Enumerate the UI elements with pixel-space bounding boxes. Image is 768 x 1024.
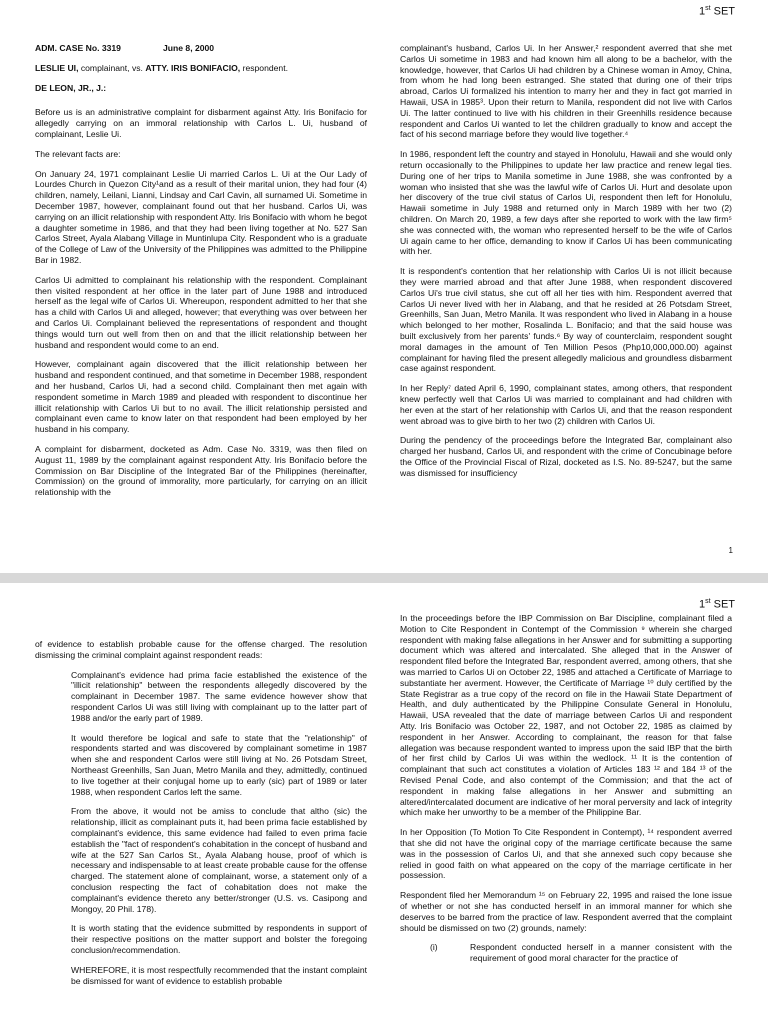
paragraph: Before us is an administrative complaint for disbarment against Atty. Iris Bonifacio for allegedly carrying on an immoral relationship with Carlos L. Ui, husband of complainant, Leslie Ui.: [35, 107, 367, 139]
paragraph: In 1986, respondent left the country and stayed in Honolulu, Hawaii and she would only return occasionally to the Philippines to update her law practice and renew legal ties. During one of her trips to Manila sometime in June 1988, she was confronted by a woman who insisted that she was the lawful wife of Carlos Ui. Hurt and desolate upon her discovery of the true civil status of Carlos Ui, respondent then left for Honolulu, Hawaii sometime in July 1988 and returned only in March 1989 with her two (2) children. On March 20, 1989, a few days after she reported to work with the law firm⁵ she was connected with, the woman who represented herself to be the wife of Carlos Ui again came to her office, demanding to know if Carlos Ui has been communicating with her.: [400, 149, 732, 257]
ponente: DE LEON, JR., J.:: [35, 82, 107, 93]
left-column: [35, 639, 367, 995]
set-label: 1st SET: [698, 5, 735, 18]
paragraph: A complaint for disbarment, docketed as Adm. Case No. 3319, was then filed on August 11, 1989 by the complainant against respondent Atty. Iris Bonifacio before the Commission on Bar Discipline of the Integrated Bar of the Philippines (hereinafter, Commission) on the ground of immorality, more particularly, for carrying on an illicit relationship with the: [35, 443, 367, 498]
case-number: ADM. CASE No. 3319: [35, 43, 121, 53]
respondent-label: respondent.: [242, 62, 288, 73]
right-column: [400, 43, 732, 487]
decision-date: June 8, 2000: [162, 43, 215, 53]
paragraph: In the proceedings before the IBP Commission on Bar Discipline, complainant filed a Motion to Cite Respondent in Contempt of the Commission ⁹ wherein she charged respondent with making false allegations in her Answer and for submitting a supporting document which was altered and intercalated. She alleged that in the Answer of respondent filed before the Integrated Bar, respondent averred, among others, that she was married to Carlos Ui on October 22, 1985 and attached a Certificate of Marriage to substantiate her averment. However, the Certificate of Marriage ¹⁰ duly certified by the State Registrar as a true copy of the record on file in the Hawaii State Department of Health, and duly authenticated by the Philippine Consulate General in Honolulu, Hawaii, USA revealed that the date of marriage between Carlos Ui and respondent Atty. Iris Bonifacio was October 22, 1987, and not October 22, 1985 as claimed by respondent in her Answer. According to complainant, the reason for that false allegation was because respondent wanted to impress upon the said IBP that the birth of her first child by Carlos Ui was within the wedlock. ¹¹ It is the contention of complainant that such act constitutes a violation of Articles 183 ¹² and 184 ¹³ of the Revised Penal Code, and also contempt of the Commission; and that the act of respondent in making false allegations in her Answer and submitting an altered/intercalated document are indicative of her moral perversity and lack of integrity which make her unworthy to be a member of the Philippine Bar.: [400, 613, 732, 818]
paragraph: In her Opposition (To Motion To Cite Respondent in Contempt), ¹⁴ respondent averred that she did not have the original copy of the marriage certificate because the same was in the possession of Carlos Ui, and that she annexed such copy because she relied in good faith on what appeared on the copy of the marriage certificate in her possession.: [400, 827, 732, 881]
paragraph: Carlos Ui admitted to complainant his relationship with the respondent. Complainant then visited respondent at her office in the later part of June 1988 and introduced herself as the legal wife of Carlos Ui. Whereupon, respondent admitted to her that she has a child with Carlos Ui and alleged, however; that everything was over between her and Carlos Ui. Complainant believed the representations of respondent and thought things would turn out well from then on and that the illicit relationship between her husband and respondent would come to an end.: [35, 274, 367, 350]
item-text: Respondent conducted herself in a manner consistent with the requirement of good moral character for the practice of: [470, 942, 732, 964]
paragraph: In her Reply⁷ dated April 6, 1990, complainant states, among others, that respondent knew perfectly well that Carlos Ui was married to complainant and had children with her even at the start of her relationship with Carlos Ui, and that the reason respondent went abroad was to give birth to her two (2) children with Carlos Ui.: [400, 383, 732, 426]
quoted-paragraph: It would therefore be logical and safe to state that the "relationship" of respondents started and was discovered by complainant sometime in 1987 when she and respondent Carlos were still living at No. 26 Potsdam Street, Northeast Greenhills, San Juan, Metro Manila and they, admittedly, continued to live together at their conjugal home up to early (sic) part of 1989 or later 1988, when respondent Carlos left the same.: [71, 732, 367, 797]
paragraph: However, complainant again discovered that the illicit relationship between her husband and respondent continued, and that sometime in December 1988, respondent and her husband, Carlos Ui, had a second child. Complainant then met again with respondent sometime in March 1989 and pleaded with respondent to discontinue her illicit relationship with Carlos Ui but to no avail. The illicit relationship persisted and complainant even came to know later on that respondent had been employed by her husband in his company.: [35, 359, 367, 435]
right-column: [400, 613, 732, 964]
paragraph: It is respondent's contention that her relationship with Carlos Ui is not illicit because they were married abroad and that after June 1988, when respondent discovered Carlos Ui's true civil status, she cut off all her ties with him. Respondent averred that Carlos Ui never lived with her in Alabang, and that he resided at 26 Potsdam Street, Greenhills, San Juan, Metro Manila. It was respondent who lived in Alabang in a house which belonged to her mother, Rosalinda L. Bonifacio; and that the said house was built exclusively from her parents' funds.⁶ By way of counterclaim, respondent sought moral damages in the amount of Ten Million Pesos (Php10,000,000.00) against complainant for having filed the present allegedly malicious and groundless disbarment case against respondent.: [400, 266, 732, 374]
paragraph: During the pendency of the proceedings before the Integrated Bar, complainant also charged her husband, Carlos Ui, and respondent with the crime of Concubinage before the Office of the Provincial Fiscal of Rizal, docketed as I.S. No. 89-5247, but the same was dismissed for insufficiency: [400, 435, 732, 478]
item-label: (i): [430, 942, 438, 953]
paragraph: Respondent filed her Memorandum ¹⁵ on February 22, 1995 and raised the lone issue of whether or not she has conducted herself in an immoral manner for which she deserves to be barred from the practice of law. Respondent averred that the complaint should be dismissed on two (2) grounds, namely:: [400, 890, 732, 933]
left-column: [35, 43, 367, 507]
enumerated-item: [400, 942, 732, 964]
case-header: [35, 43, 367, 54]
quoted-paragraph: From the above, it would not be amiss to conclude that altho (sic) the relationship, illicit as complainant puts it, had been prima facie established by complainant's evidence, this same evidence had failed to even prima facie establish the "fact of respondent's cohabitation in the concept of husband and wife at the 527 San Carlos St., Ayala Alabang house, proof of which is necessary and indispensable to at least create probable cause for the offense charged. The statement alone of complainant, worse, a statement only of a conclusion respecting the fact of cohabitation does not make the complainant's evidence thereto any better/stronger (U.S. vs. Casipong and Mongoy, 20 Phil. 178).: [71, 806, 367, 914]
paragraph: of evidence to establish probable cause for the offense charged. The resolution dismissing the criminal complaint against respondent reads:: [35, 639, 367, 660]
set-label: 1st SET: [698, 598, 735, 611]
complainant-name: LESLIE UI,: [35, 62, 79, 73]
paragraph: The relevant facts are:: [35, 148, 121, 159]
parties-line: [35, 63, 367, 74]
quoted-paragraph: It is worth stating that the evidence submitted by respondents in support of their respective positions on the matter support and bolster the foregoing conclusion/recommendation.: [71, 923, 367, 955]
quoted-paragraph: Complainant's evidence had prima facie established the existence of the "illicit relationship" between the respondents allegedly discovered by the complainant in December 1987. The same evidence however show that respondent Carlos Ui was still living with complainant up to the latter part of 1988 and/or the early part of 1989.: [71, 669, 367, 723]
paragraph: complainant's husband, Carlos Ui. In her Answer,² respondent averred that she met Carlos Ui sometime in 1983 and had known him all along to be a bachelor, with the knowledge, however, that Carlos Ui had children by a Chinese woman in Amoy, China, from whom he had long been estranged. She stated that during one of their trips abroad, Carlos Ui formalized his intention to marry her and they in fact got married in Hawaii, USA in 1985³. Upon their return to Manila, respondent did not live with Carlos Ui. The latter continued to live with his children in their Greenhills residence because respondent and Carlos Ui wanted to let the children gradually to know and accept the fact of his second marriage before they would live together.⁴: [400, 43, 732, 140]
respondent-name: ATTY. IRIS BONIFACIO,: [145, 62, 241, 73]
paragraph: On January 24, 1971 complainant Leslie Ui married Carlos L. Ui at the Our Lady of Lourdes Church in Quezon City¹and as a result of their marital union, they had four (4) children, namely, Leilani, Lianni, Lindsay and Carl Cavin, all surnamed Ui. Sometime in December 1987, however, complainant found out that her husband. Carlos Ui, was carrying on an illicit relationship with respondent Atty. Iris Bonifacio with whom he begot a daughter sometime in 1986, and that they had been living together at No. 527 San Carlos Street, Ayala Alabang Village in Muntinlupa City. Respondent who is a graduate of the College of Law of the University of the Philippines was admitted to the Philippine Bar in 1982.: [35, 168, 367, 265]
quoted-paragraph: WHEREFORE, it is most respectfully recommended that the instant complaint be dismissed for want of evidence to establish probable: [71, 964, 367, 986]
versus-text: complainant, vs.: [80, 62, 143, 73]
document-page-2: [0, 583, 768, 1024]
page-number: 1: [728, 546, 733, 555]
